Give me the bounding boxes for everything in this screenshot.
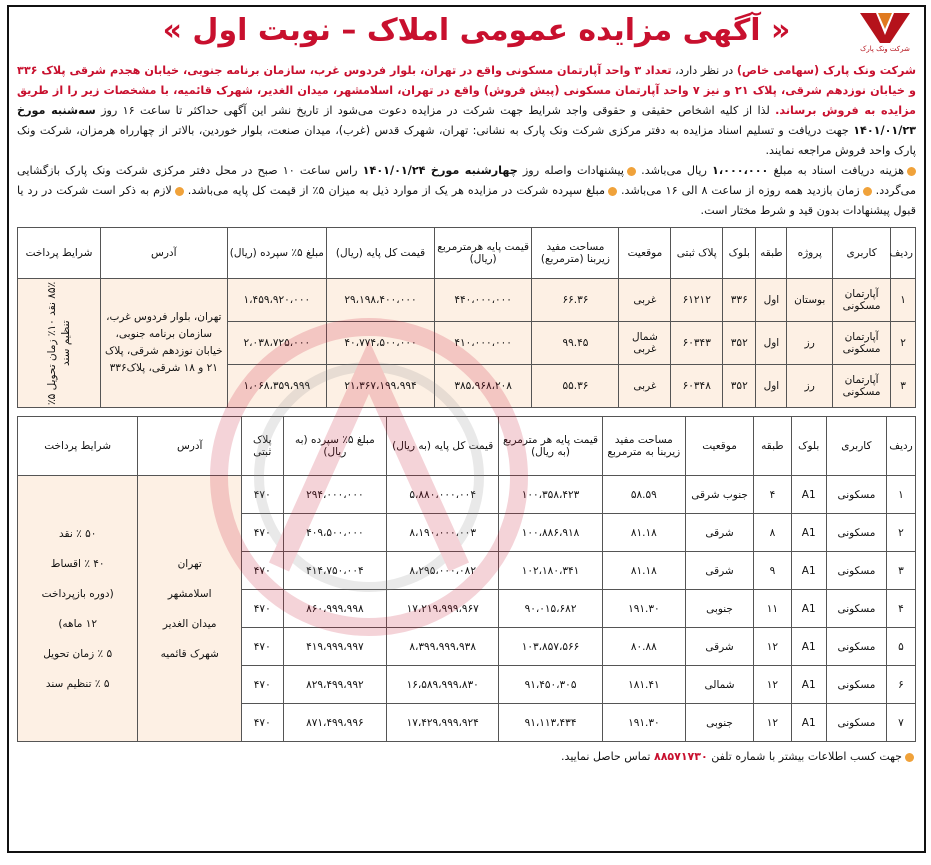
col-header: شرایط پرداخت xyxy=(18,417,138,476)
col-header: آدرس xyxy=(138,417,242,476)
cell: A1 xyxy=(791,704,826,742)
cell: ۴۱۹،۹۹۹،۹۹۷ xyxy=(283,628,387,666)
cell: ۴ xyxy=(754,476,791,514)
intro-part: لازم به ذکر است شرکت در رد یا قبول پیشنهادات بدون قید و شرط مختار است. xyxy=(17,184,916,217)
cell: A1 xyxy=(791,628,826,666)
cell: مسکونی xyxy=(826,704,886,742)
cell: ۱۲ xyxy=(754,704,791,742)
cell: ۴۷۰ xyxy=(242,476,283,514)
cell: مسکونی xyxy=(826,628,886,666)
col-header: موقعیت xyxy=(685,417,753,476)
col-header: طبقه xyxy=(754,417,791,476)
cell: شرقی xyxy=(685,514,753,552)
cell: ۱۷،۴۲۹،۹۹۹،۹۲۴ xyxy=(387,704,499,742)
cell: ۴۷۰ xyxy=(242,666,283,704)
col-header: مبلغ ۵٪ سپرده (ریال) xyxy=(227,228,327,279)
payment-cell xyxy=(18,476,138,742)
cell: رز xyxy=(787,365,833,408)
cell: مسکونی xyxy=(826,590,886,628)
col-header: ردیف xyxy=(886,417,915,476)
bullet-icon xyxy=(608,187,617,196)
col-header: مبلغ ۵٪ سپرده (به ریال) xyxy=(283,417,387,476)
col-header: ردیف xyxy=(891,228,916,279)
cell: ۹ xyxy=(754,552,791,590)
cell: ۸،۲۹۵،۰۰۰،۰۸۲ xyxy=(387,552,499,590)
cell: ۲۹۴،۰۰۰،۰۰۰ xyxy=(283,476,387,514)
col-header: پلاک ثبتی xyxy=(242,417,283,476)
intro-part: لذا از کلیه اشخاص حقیقی و حقوقی واجد شرایط جهت شرکت در مزایده دعوت می‌شود از تاریخ نشر این آگهی حداکثر تا ساعت ۱۶ روز xyxy=(95,104,776,117)
cell: ۱۹۱.۳۰ xyxy=(602,590,685,628)
page-title: « آگهی مزایده عمومی املاک – نوبت اول » xyxy=(162,13,791,48)
cell: ۱۰۲،۱۸۰،۳۴۱ xyxy=(499,552,603,590)
address-cell xyxy=(138,476,242,742)
cell: ۳۵۲ xyxy=(723,365,756,408)
bullet-icon xyxy=(627,167,636,176)
col-header: موقعیت xyxy=(619,228,671,279)
cell: ۴۷۰ xyxy=(242,628,283,666)
cell: ۲ xyxy=(891,322,916,365)
bullet-icon xyxy=(175,187,184,196)
footer-text: جهت کسب اطلاعات بیشتر با شماره تلفن xyxy=(707,750,902,763)
cell: ۱ xyxy=(891,279,916,322)
cell: ۹۱،۱۱۳،۴۳۴ xyxy=(499,704,603,742)
cell: آپارتمان مسکونی xyxy=(833,322,891,365)
cell: ۴۴۰،۰۰۰،۰۰۰ xyxy=(434,279,531,322)
col-header: بلوک xyxy=(791,417,826,476)
col-header: کاربری xyxy=(826,417,886,476)
advertisement xyxy=(7,5,926,853)
cell: ۱۰۰،۳۵۸،۴۲۳ xyxy=(499,476,603,514)
col-header: پلاک ثبتی xyxy=(671,228,723,279)
cell: مسکونی xyxy=(826,514,886,552)
cell: آپارتمان مسکونی xyxy=(833,279,891,322)
cell: ۸ xyxy=(754,514,791,552)
cell: ۱۶،۵۸۹،۹۹۹،۸۳۰ xyxy=(387,666,499,704)
cell: ۵۵.۳۶ xyxy=(532,365,619,408)
address-line: میدان الغدیر xyxy=(162,617,217,630)
cell: ۲ xyxy=(886,514,915,552)
cell: ۶۰۳۴۸ xyxy=(671,365,723,408)
cell: ۴۷۰ xyxy=(242,590,283,628)
cell: مسکونی xyxy=(826,666,886,704)
cell: مسکونی xyxy=(826,552,886,590)
payment-line: ۵ ٪ زمان تحویل xyxy=(43,647,113,660)
cell: A1 xyxy=(791,552,826,590)
cell: A1 xyxy=(791,514,826,552)
company-logo xyxy=(854,11,916,59)
cell: اول xyxy=(756,322,787,365)
cell: ۸،۱۹۰،۰۰۰،۰۰۳ xyxy=(387,514,499,552)
cell: ۳۸۵،۹۶۸،۲۰۸ xyxy=(434,365,531,408)
col-header: شرایط پرداخت xyxy=(18,228,101,279)
cell: ۳ xyxy=(891,365,916,408)
cell: ۴۷۰ xyxy=(242,704,283,742)
cell: ۱۲ xyxy=(754,628,791,666)
intro-part: ریال می‌باشد. xyxy=(636,164,713,177)
cell: غربی xyxy=(619,279,671,322)
deadline-date: سه‌شنبه مورخ ۱۴۰۱/۰۱/۲۳ xyxy=(17,104,916,137)
payment-line: ۱۲ ماهه) xyxy=(58,617,98,630)
table-header-row xyxy=(18,417,916,476)
col-header: قیمت کل پایه (به ریال) xyxy=(387,417,499,476)
cell: ۱ xyxy=(886,476,915,514)
cell: A1 xyxy=(791,666,826,704)
header xyxy=(9,7,924,61)
cell: مسکونی xyxy=(826,476,886,514)
cell: جنوبی xyxy=(685,704,753,742)
cell: اول xyxy=(756,279,787,322)
cell: آپارتمان مسکونی xyxy=(833,365,891,408)
intro-part: پیشنهادات واصله روز xyxy=(517,164,625,177)
cell: ۶۱۲۱۲ xyxy=(671,279,723,322)
cell: ۶ xyxy=(886,666,915,704)
cell: ۴۷۰ xyxy=(242,514,283,552)
cell: ۸۲۹،۴۹۹،۹۹۲ xyxy=(283,666,387,704)
cell: ۴ xyxy=(886,590,915,628)
cell: ۶۰۳۴۳ xyxy=(671,322,723,365)
cell: ۱۲ xyxy=(754,666,791,704)
col-header: آدرس xyxy=(101,228,228,279)
address-line: اسلامشهر xyxy=(167,587,212,600)
cell: ۷ xyxy=(886,704,915,742)
company-name: شرکت ونک پارک (سهامی خاص) xyxy=(736,64,917,77)
cell: ۱،۴۵۹،۹۲۰،۰۰۰ xyxy=(227,279,327,322)
col-header: قیمت پایه هر مترمربع (به ریال) xyxy=(499,417,603,476)
payment-line: ۵ ٪ تنظیم سند xyxy=(45,677,110,690)
bullet-icon xyxy=(863,187,872,196)
col-header: بلوک xyxy=(723,228,756,279)
intro-part: جهت دریافت و تسلیم اسناد مزایده به دفتر مرکزی شرکت ونک پارک به نشانی: تهران، شهرک قدس (غرب)، میدان صنعت، بلوار خوردین، بالاتر از چهارراه هرمزان، شرکت ونک پارک واحد فروش مراجعه نمایند. xyxy=(17,124,916,157)
cell: ۳۳۶ xyxy=(723,279,756,322)
col-header: پروژه xyxy=(787,228,833,279)
col-header: قیمت کل پایه (ریال) xyxy=(327,228,435,279)
cell: ۹۹.۴۵ xyxy=(532,322,619,365)
cell: ۸۷۱،۴۹۹،۹۹۶ xyxy=(283,704,387,742)
cell: ۸۰.۸۸ xyxy=(602,628,685,666)
col-header: طبقه xyxy=(756,228,787,279)
cell: ۱۱ xyxy=(754,590,791,628)
cell: رز xyxy=(787,322,833,365)
intro-part: در نظر دارد، xyxy=(671,64,737,77)
cell: اول xyxy=(756,365,787,408)
cell: ۱۷،۲۱۹،۹۹۹،۹۶۷ xyxy=(387,590,499,628)
cell: ۳ xyxy=(886,552,915,590)
cell: ۶۶.۳۶ xyxy=(532,279,619,322)
opening-date: چهارشنبه مورخ ۱۴۰۱/۰۱/۲۴ xyxy=(362,164,518,177)
cell: ۱،۰۶۸،۳۵۹،۹۹۹ xyxy=(227,365,327,408)
intro-part: هزینه دریافت اسناد به مبلغ xyxy=(768,164,905,177)
cell: ۱۰۳،۸۵۷،۵۶۶ xyxy=(499,628,603,666)
cell: غربی xyxy=(619,365,671,408)
footer-contact xyxy=(9,742,924,771)
table-header-row xyxy=(18,228,916,279)
cell: ۸۶۰،۹۹۹،۹۹۸ xyxy=(283,590,387,628)
col-header: کاربری xyxy=(833,228,891,279)
cell: A1 xyxy=(791,590,826,628)
payment-line: ۴۰ ٪ اقساط xyxy=(50,557,105,570)
cell: ۸،۳۹۹،۹۹۹،۹۳۸ xyxy=(387,628,499,666)
cell: ۴۷۰ xyxy=(242,552,283,590)
cell: ۴۱۰،۰۰۰،۰۰۰ xyxy=(434,322,531,365)
payment-cell xyxy=(18,279,101,408)
document-fee: ۱،۰۰۰،۰۰۰ xyxy=(712,164,769,177)
cell: شرقی xyxy=(685,552,753,590)
intro-text xyxy=(9,61,924,221)
address-cell: تهران، بلوار فردوس غرب، سازمان برنامه جنوبی، خیابان نوزدهم شرقی، پلاک ۲۱ و ۱۸ شرقی، پلاک۳۳۶ xyxy=(101,279,228,408)
cell: ۴۱۴،۷۵۰،۰۰۴ xyxy=(283,552,387,590)
payment-terms: ۸۵٪ نقد ۱۰٪ زمان تحویل ۵٪ تنظیم سند xyxy=(46,281,73,405)
cell: ۲۱،۳۶۷،۱۹۹،۹۹۴ xyxy=(327,365,435,408)
cell: بوستان xyxy=(787,279,833,322)
cell: ۲،۰۳۸،۷۲۵،۰۰۰ xyxy=(227,322,327,365)
payment-line: (دوره بازپرداخت xyxy=(41,587,114,600)
cell: ۱۰۰،۸۸۶،۹۱۸ xyxy=(499,514,603,552)
cell: ۸۱.۱۸ xyxy=(602,514,685,552)
table-row xyxy=(18,279,916,322)
cell: جنوب شرقی xyxy=(685,476,753,514)
cell: ۵۸.۵۹ xyxy=(602,476,685,514)
cell: شرقی xyxy=(685,628,753,666)
cell: A1 xyxy=(791,476,826,514)
cell: ۵،۸۸۰،۰۰۰،۰۰۴ xyxy=(387,476,499,514)
cell: ۴۰۹،۵۰۰،۰۰۰ xyxy=(283,514,387,552)
col-header: مساحت مفید زیربنا به مترمربع xyxy=(602,417,685,476)
cell: ۹۱،۴۵۰،۳۰۵ xyxy=(499,666,603,704)
col-header: مساحت مفید زیربنا (مترمربع) xyxy=(532,228,619,279)
cell: ۲۹،۱۹۸،۴۰۰،۰۰۰ xyxy=(327,279,435,322)
footer-text: تماس حاصل نمایید. xyxy=(561,750,654,763)
intro-part: راس ساعت ۱۰ صبح در محل دفتر مرکزی شرکت ونک پارک بازگشایی می‌گردد. xyxy=(17,164,916,197)
bullet-icon xyxy=(907,167,916,176)
intro-highlight: تعداد ۳ واحد آپارتمان مسکونی واقع در تهران، بلوار فردوس غرب، سازمان برنامه جنوبی، خیابان هجدم شرقی پلاک ۳۳۶ و خیابان نوزدهم شرقی، پلاک ۲۱ و نیز ۷ واحد آپارتمان مسکونی (پیش فروش) واقع در تهران، اسلامشهر، میدان الغدیر، شهرک قائمیه، با مشخصات زیر را از طریق مزایده به فروش برساند. xyxy=(17,64,916,117)
cell: ۸۱.۱۸ xyxy=(602,552,685,590)
cell: شمالی xyxy=(685,666,753,704)
cell: ۹۰،۰۱۵،۶۸۲ xyxy=(499,590,603,628)
bullet-icon xyxy=(905,753,914,762)
table-row xyxy=(18,476,916,514)
cell: ۱۸۱.۴۱ xyxy=(602,666,685,704)
table-apartments-tehran xyxy=(17,227,916,408)
payment-line: ۵۰ ٪ نقد xyxy=(59,527,97,540)
phone-number: ۸۸۵۷۱۷۳۰ xyxy=(653,750,708,763)
cell: ۴۰،۷۷۴،۵۰۰،۰۰۰ xyxy=(327,322,435,365)
address-line: تهران xyxy=(177,557,202,570)
cell: شمال غربی xyxy=(619,322,671,365)
cell: ۳۵۲ xyxy=(723,322,756,365)
cell: جنوبی xyxy=(685,590,753,628)
logo-caption: شرکت ونک پارک xyxy=(860,45,910,53)
intro-part: مبلغ سپرده شرکت در مزایده هر یک از موارد ذیل به میزان ۵٪ از قیمت کل پایه می‌باشد. xyxy=(183,184,605,197)
col-header: قیمت پایه هرمترمربع (ریال) xyxy=(434,228,531,279)
cell: ۵ xyxy=(886,628,915,666)
address-line: شهرک قائمیه xyxy=(160,647,219,660)
cell: ۱۹۱.۳۰ xyxy=(602,704,685,742)
intro-part: زمان بازدید همه روزه از ساعت ۸ الی ۱۶ می‌باشد. xyxy=(616,184,860,197)
table-apartments-eslamshahr xyxy=(17,416,916,742)
